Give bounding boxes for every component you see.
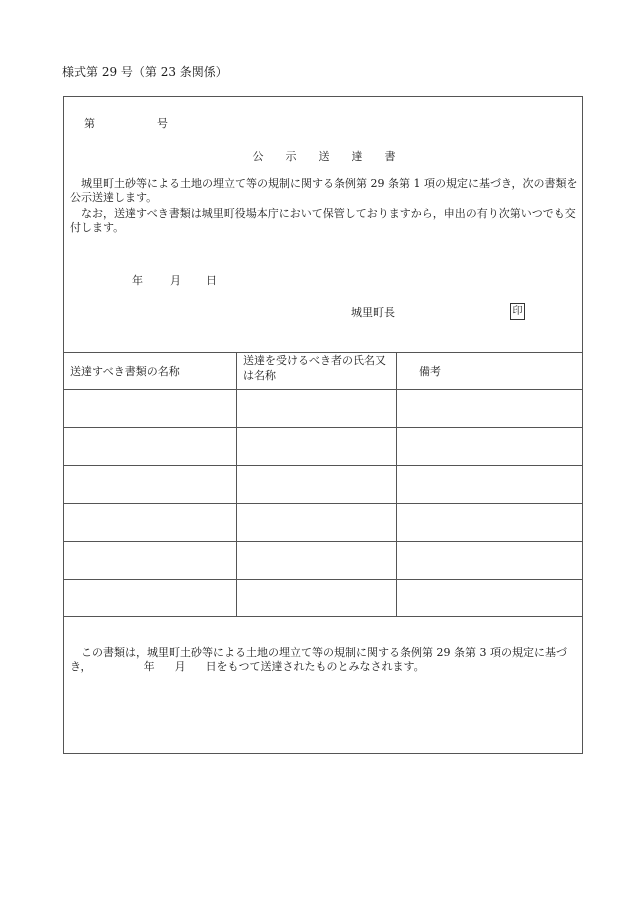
header-remarks: 備考 — [419, 365, 441, 378]
notice-paragraph-1: 城里町土砂等による土地の埋立て等の規制に関する条例第 29 条第 1 項の規定に基づき，次の書類を公示送達します。 — [70, 177, 578, 204]
title-char: 送 — [318, 150, 330, 163]
number-suffix: 号 — [157, 117, 168, 130]
date-day-label: 日 — [206, 274, 217, 287]
table-row-border — [64, 427, 582, 428]
date-month-label: 月 — [170, 274, 181, 287]
notice-frame — [63, 96, 583, 754]
footer-text-part2: 日をもつて送達されたものとみなされます。 — [205, 660, 425, 673]
notice-paragraph-2: なお，送達すべき書類は城里町役場本庁において保管しておりますから，申出の有り次第いつでも交付します。 — [70, 207, 576, 234]
footer-text-part1: この書類は，城里町土砂等による土地の埋立て等の規制に関する条例第 29 条第 3 項の規定に基づき， — [70, 646, 567, 673]
title-char: 書 — [384, 150, 396, 163]
table-header-border — [64, 389, 582, 390]
table-bottom-border — [64, 616, 582, 617]
footer-month-label: 月 — [174, 660, 186, 673]
table-row-border — [64, 465, 582, 466]
table-row-border — [64, 579, 582, 580]
footer-year-label: 年 — [143, 660, 155, 673]
deemed-delivery-paragraph — [70, 646, 580, 674]
title-char: 示 — [285, 150, 297, 163]
title-char: 公 — [252, 150, 264, 163]
table-row-border — [64, 541, 582, 542]
mayor-title: 城里町長 — [351, 306, 395, 319]
title-char: 達 — [351, 150, 363, 163]
date-year-label: 年 — [132, 274, 143, 287]
number-prefix: 第 — [84, 117, 95, 130]
document-title — [64, 149, 584, 164]
seal-mark: 印 — [510, 303, 525, 320]
header-recipient: 送達を受けるべき者の氏名又は名称 — [243, 354, 386, 382]
table-column-divider — [396, 352, 397, 616]
table-column-divider — [236, 352, 237, 616]
table-row-border — [64, 503, 582, 504]
header-document-name: 送達すべき書類の名称 — [70, 365, 180, 378]
form-number-label: 様式第 29 号（第 23 条関係） — [62, 65, 228, 79]
